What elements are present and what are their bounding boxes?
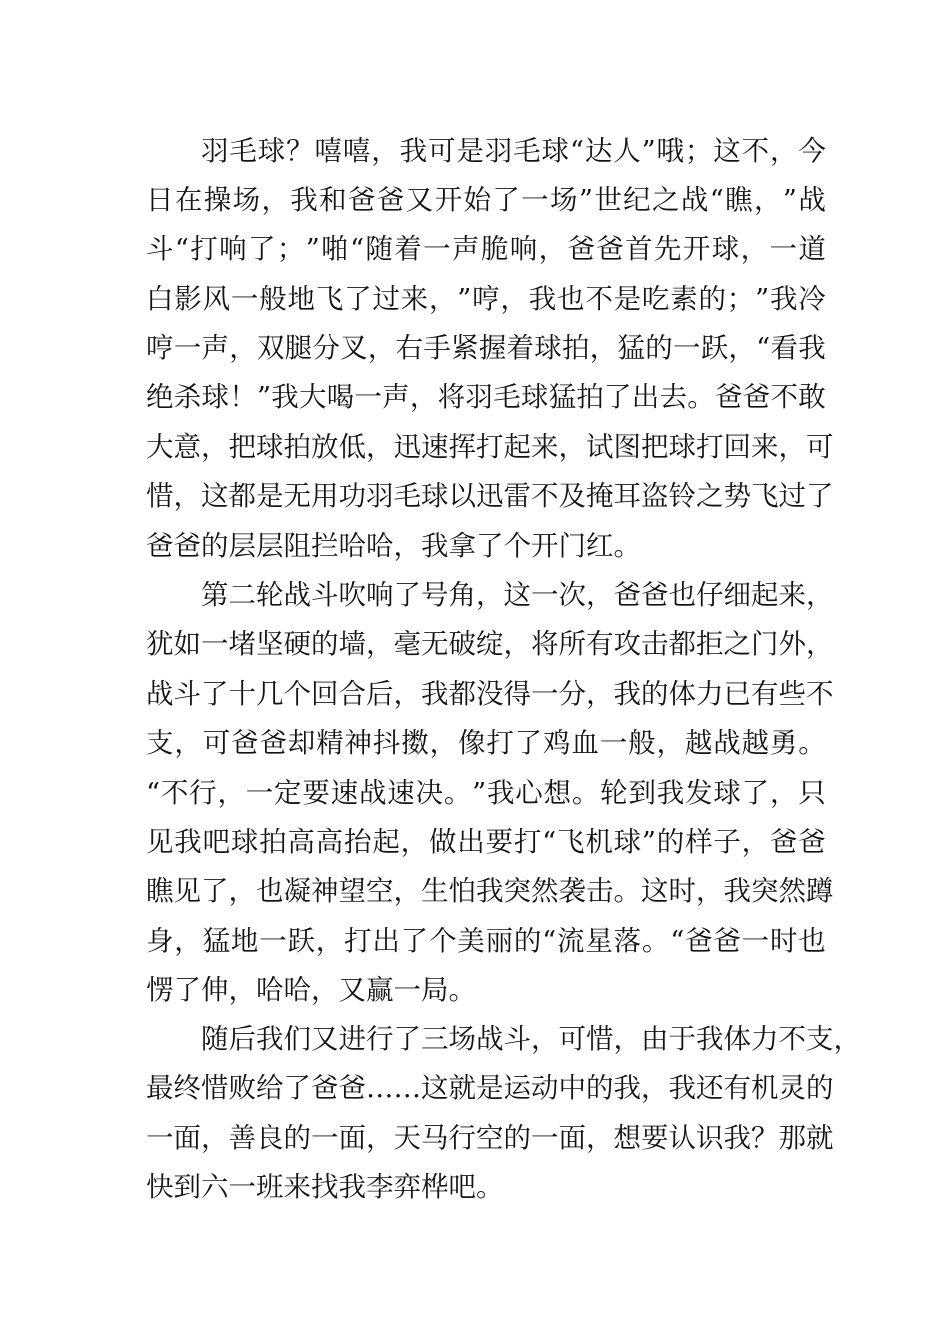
text-line: 一 面 ， 善 良 的 一 面 ， 天 马 行 空 的 一 面 ， 想 要 认 识 我 ？ 那 就 xyxy=(146,1122,834,1154)
text-line: 爸爸的层层阻拦哈哈，我拿了个开门红。 xyxy=(146,530,641,562)
text-line: 第 二 轮 战 斗 吹 响 了 号 角 ， 这 一 次 ， 爸 爸 也 仔 细 起 来 ， xyxy=(201,579,834,611)
text-line: 快到六一班来找我李弈桦吧。 xyxy=(146,1171,504,1203)
text-line: 瞧 见 了 ， 也 凝 神 望 空 ， 生 怕 我 突 然 袭 击 。 这 时 ， 我 突 然 蹲 xyxy=(146,875,834,907)
text-line: 绝 杀 球 ！ ” 我 大 喝 一 声 ， 将 羽 毛 球 猛 拍 了 出 去 。 爸 爸 不 敢 xyxy=(146,381,826,413)
text-line: 最 终 惜 败 给 了 爸 爸 … … 这 就 是 运 动 中 的 我 ， 我 还 有 机 灵 的 xyxy=(146,1072,834,1104)
text-line: 战 斗 了 十 几 个 回 合 后 ， 我 都 没 得 一 分 ， 我 的 体 力 已 有 些 不 xyxy=(146,678,834,710)
text-line: 白 影 风 一 般 地 飞 了 过 来 ， ” 哼 ， 我 也 不 是 吃 素 的 ； ” 我 冷 xyxy=(146,283,826,315)
text-line: 日 在 操 场 ， 我 和 爸 爸 又 开 始 了 一 场 ” 世 纪 之 战 “ 瞧 ， ” 战 xyxy=(146,184,826,216)
text-line: 犹 如 一 堵 坚 硬 的 墙 ， 毫 无 破 绽 ， 将 所 有 攻 击 都 拒 之 门 外 ， xyxy=(146,628,834,660)
text-line: 哼 一 声 ， 双 腿 分 叉 ， 右 手 紧 握 着 球 拍 ， 猛 的 一 跃 ， “ 看 我 xyxy=(146,332,826,364)
text-line: “ 不 行 ， 一 定 要 速 战 速 决 。 ” 我 心 想 。 轮 到 我 发 球 了 ， 只 xyxy=(146,777,826,809)
text-line: 见 我 吧 球 拍 高 高 抬 起 ， 做 出 要 打 “ 飞 机 球 ” 的 样 子 ， 爸 爸 xyxy=(146,826,826,858)
text-line: 大 意 ， 把 球 拍 放 低 ， 迅 速 挥 打 起 来 ， 试 图 把 球 打 回 来 ， 可 xyxy=(146,431,834,463)
text-line: 身 ， 猛 地 一 跃 ， 打 出 了 个 美 丽 的 “ 流 星 落 。 “ 爸 爸 一 时 也 xyxy=(146,925,826,957)
text-line: 惜 ， 这 都 是 无 用 功 羽 毛 球 以 迅 雷 不 及 掩 耳 盗 铃 之 势 飞 过 了 xyxy=(146,480,834,512)
text-line: 随 后 我 们 又 进 行 了 三 场 战 斗 ， 可 惜 ， 由 于 我 体 力 不 支 ， xyxy=(201,1023,861,1055)
text-line: 羽 毛 球 ？ 嘻 嘻 ， 我 可 是 羽 毛 球 “ 达 人 ” 哦 ； 这 不 ， 今 xyxy=(201,135,826,167)
text-line: 愣了伸，哈哈，又赢一局。 xyxy=(146,974,476,1006)
text-line: 斗 “ 打 响 了 ； ” 啪 “ 随 着 一 声 脆 响 ， 爸 爸 首 先 开 球 ， 一 道 xyxy=(146,233,826,265)
text-line: 支 ， 可 爸 爸 却 精 神 抖 擞 ， 像 打 了 鸡 血 一 般 ， 越 战 越 勇 。 xyxy=(146,727,826,759)
